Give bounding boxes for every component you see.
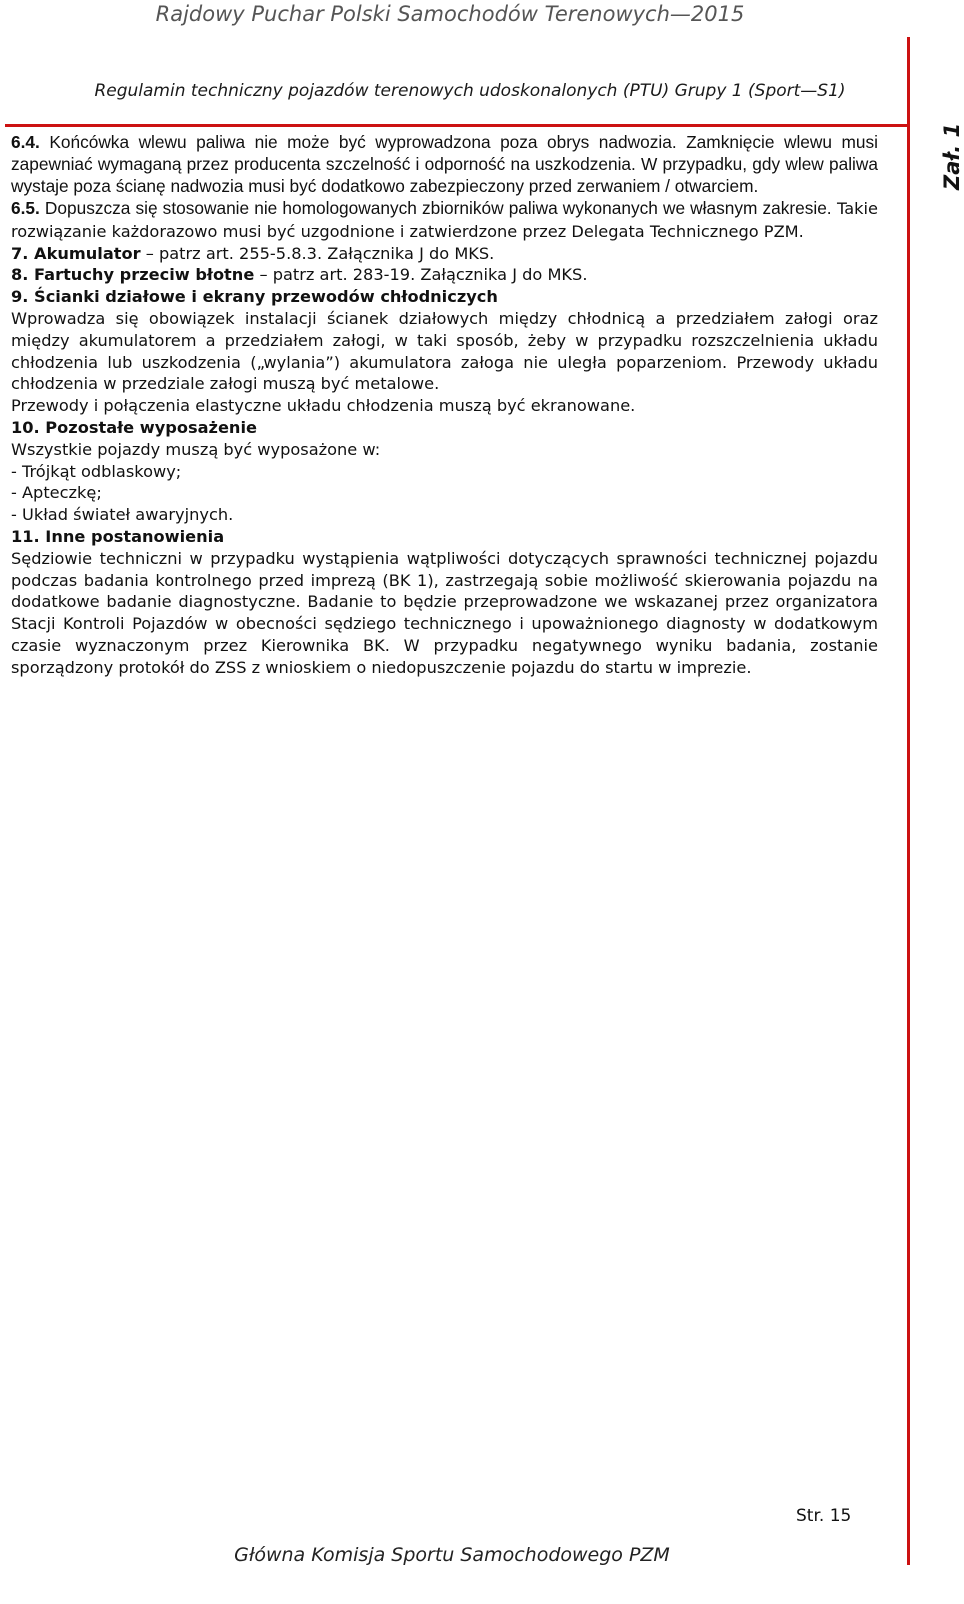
section-9-text: Wprowadza się obowiązek instalacji ścianek działowych między chłodnicą a przedziałem załogi oraz między akumulatorem a przedziałem załogi, w taki sposób, żeby w przypadku rozszczelnienia układu chłodzenia lub uszkodzenia („wylania”) akumulatora załoga nie uległa poparzeniom. Przewody układu chłodzenia w przedziale załogi muszą być metalowe. <box>11 308 878 394</box>
section-text: – patrz art. 283-19. Załącznika J do MKS. <box>254 265 588 285</box>
section-10-heading <box>11 417 878 439</box>
section-6-5 <box>11 197 878 243</box>
section-heading: 11. Inne postanowienia <box>11 526 225 546</box>
section-11-text: Sędziowie techniczni w przypadku wystąpienia wątpliwości dotyczących sprawności technicznej pojazdu podczas badania kontrolnego przed imprezą (BK 1), zastrzegają sobie możliwość skierowania pojazdu na dodatkowe badanie diagnostyczne. Badanie to będzie przeprowadzone we wskazanej przez organizatora Stacji Kontroli Pojazdów w obecności sędziego technicznego i upoważnionego diagnosty w dodatkowym czasie wyznaczonym przez Kierownika BK. W przypadku negatywnego wyniku badania, zostanie sporządzony protokół do ZSS z wnioskiem o niedopuszczenie pojazdu do startu w imprezie. <box>11 548 878 677</box>
list-item: - Trójkąt odblaskowy; <box>11 461 182 481</box>
section-text: Dopuszcza się stosowanie nie homologowanych zbiorników paliwa wykonanych we własnym zakresie. <box>39 198 832 218</box>
page-number: Str. 15 <box>796 1506 852 1526</box>
list-item: - Apteczkę; <box>11 483 102 503</box>
section-number: 8. <box>11 265 29 285</box>
section-heading: 9. Ścianki działowe i ekrany przewodów chłodniczych <box>11 287 498 307</box>
document-body <box>11 131 878 679</box>
section-8 <box>11 264 878 286</box>
document-footer: Główna Komisja Sportu Samochodowego PZM <box>234 1544 670 1566</box>
margin-rule <box>907 37 910 1565</box>
section-number: 7. <box>11 243 29 263</box>
document-header-title: Rajdowy Puchar Polski Samochodów Terenowych—2015 <box>155 2 745 26</box>
section-7 <box>11 243 878 265</box>
document-header-subtitle: Regulamin techniczny pojazdów terenowych udoskonalonych (PTU) Grupy 1 (Sport—S1) <box>94 81 846 101</box>
list-item: - Układ świateł awaryjnych. <box>11 505 234 525</box>
section-text: – patrz art. 255-5.8.3. Załącznika J do MKS. <box>140 243 495 263</box>
section-10-intro: Wszystkie pojazdy muszą być wyposażone w: <box>11 439 381 459</box>
section-9-heading <box>11 286 878 308</box>
section-heading: 10. Pozostałe wyposażenie <box>11 417 257 437</box>
section-6-4 <box>11 131 878 197</box>
section-11-heading <box>11 526 878 548</box>
section-number: 6.5. <box>11 198 40 218</box>
section-title: Fartuchy przeciw błotne <box>28 265 255 285</box>
section-text-continued: Takie rozwiązanie każdorazowo musi być uzgodnione i zatwierdzone przez Delegata Technicznego PZM. <box>11 199 879 241</box>
section-number: 6.4. <box>11 132 40 152</box>
section-9-text-continued: Przewody i połączenia elastyczne układu chłodzenia muszą być ekranowane. <box>11 396 636 416</box>
section-text: Końcówka wlewu paliwa nie może być wyprowadzona poza obrys nadwozia. Zamknięcie wlewu musi zapewniać wymaganą przez producenta szczelność i odporność na uszkodzenia. W przypadku, gdy wlew paliwa wystaje poza ścianę nadwozia musi być dodatkowo zabezpieczony przed zerwaniem / otwarciem. <box>11 132 878 196</box>
section-title: Akumulator <box>28 243 141 263</box>
annex-tab-label: Zał. 1 <box>940 122 964 190</box>
header-rule <box>5 124 907 127</box>
